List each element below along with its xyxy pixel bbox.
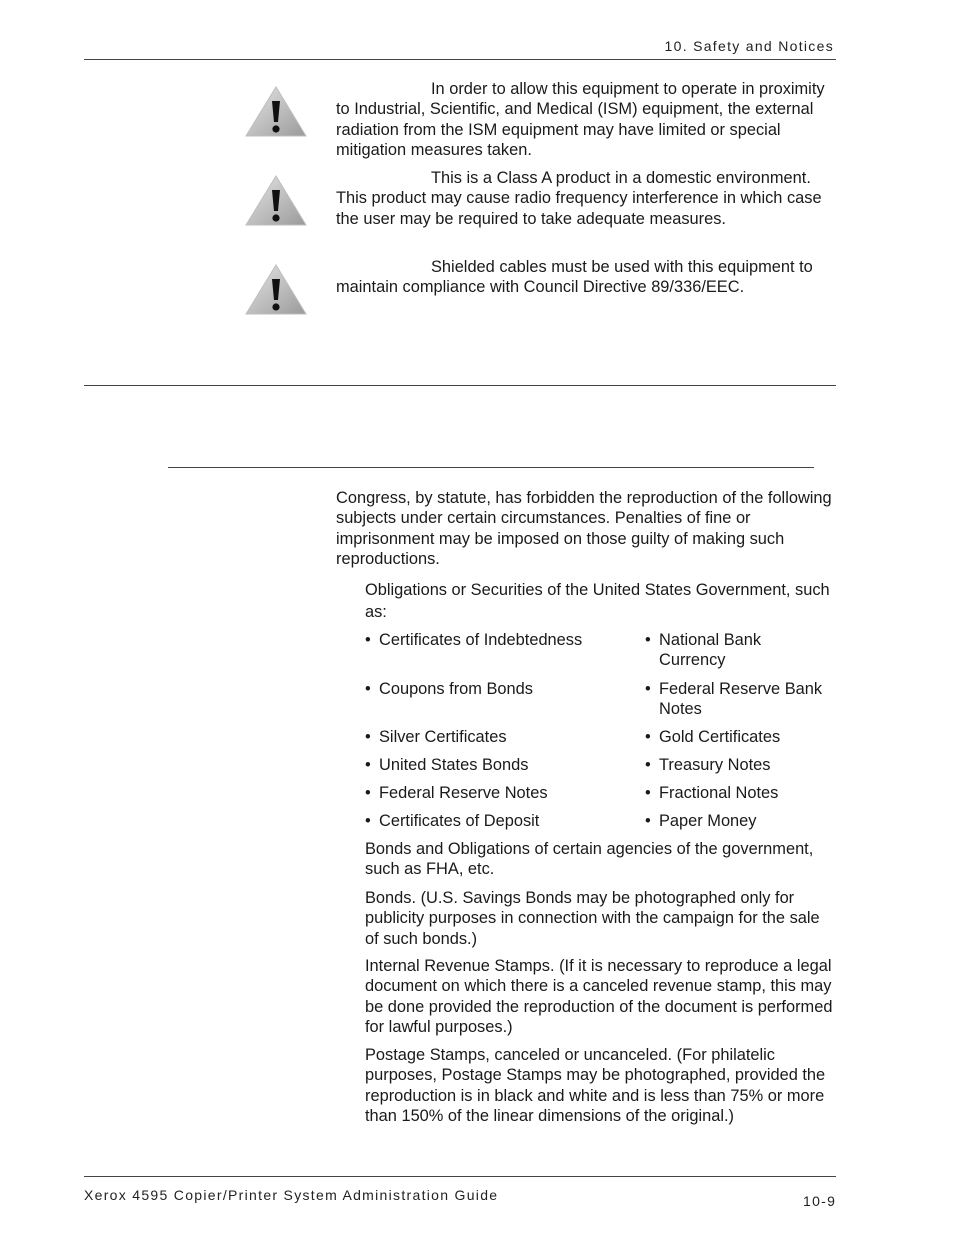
list-item: • Coupons from Bonds: [365, 680, 533, 698]
running-head: 10. Safety and Notices: [664, 38, 834, 54]
list-item: • Federal Reserve Bank Notes: [645, 680, 823, 719]
intro-paragraph: Congress, by statute, has forbidden the reproduction of the following subjects under certain circumstances. Penalties of fine or imprisonment may be imposed on those guilty of making such reproductions.: [336, 489, 832, 569]
list-heading: Obligations or Securities of the United States Government, such as:: [365, 581, 830, 621]
subsection-rule: [168, 467, 814, 468]
page-number: 10-9: [803, 1193, 837, 1209]
list-item: • Paper Money: [645, 812, 757, 830]
warning-text: This is a Class A product in a domestic environment. This product may cause radio frequency interference in which case the user may be required to take adequate measures.: [336, 169, 822, 228]
list-item: • Silver Certificates: [365, 728, 507, 746]
list-item: • Fractional Notes: [645, 784, 779, 802]
item-paragraph: Bonds and Obligations of certain agencies of the government, such as FHA, etc.: [365, 840, 814, 879]
list-item: • United States Bonds: [365, 756, 529, 774]
section-rule: [84, 385, 836, 386]
warning-triangle-icon: [244, 173, 308, 229]
list-item: • Treasury Notes: [645, 756, 771, 774]
list-item: • National Bank Currency: [645, 631, 762, 670]
item-paragraph: Internal Revenue Stamps. (If it is necessary to reproduce a legal document on which there is a canceled revenue stamp, this may be done provided the reproduction of the document is performed for lawful purposes.): [365, 957, 833, 1037]
warning-triangle-icon: [244, 84, 308, 140]
header-rule: [84, 59, 836, 60]
warning-triangle-icon: [244, 262, 308, 318]
warning-text: In order to allow this equipment to operate in proximity to Industrial, Scientific, and Medical (ISM) equipment, the external radiation from the ISM equipment may have limited or special mitigation measures taken.: [336, 80, 825, 160]
item-paragraph: Postage Stamps, canceled or uncanceled. (For philatelic purposes, Postage Stamps may be photographed, provided the reproduction is in black and white and is less than 75% or more than 150% of the linear dimensions of the original.): [365, 1046, 826, 1126]
footer-title: Xerox 4595 Copier/Printer System Administration Guide: [84, 1187, 499, 1203]
warning-text: Shielded cables must be used with this equipment to maintain compliance with Council Directive 89/336/EEC.: [336, 258, 813, 297]
list-item: • Certificates of Deposit: [365, 812, 540, 830]
item-paragraph: Bonds. (U.S. Savings Bonds may be photographed only for publicity purposes in connection with the campaign for the sale of such bonds.): [365, 889, 820, 948]
footer-rule: [84, 1176, 836, 1177]
list-item: • Certificates of Indebtedness: [365, 631, 583, 649]
list-item: • Gold Certificates: [645, 728, 781, 746]
list-item: • Federal Reserve Notes: [365, 784, 548, 802]
